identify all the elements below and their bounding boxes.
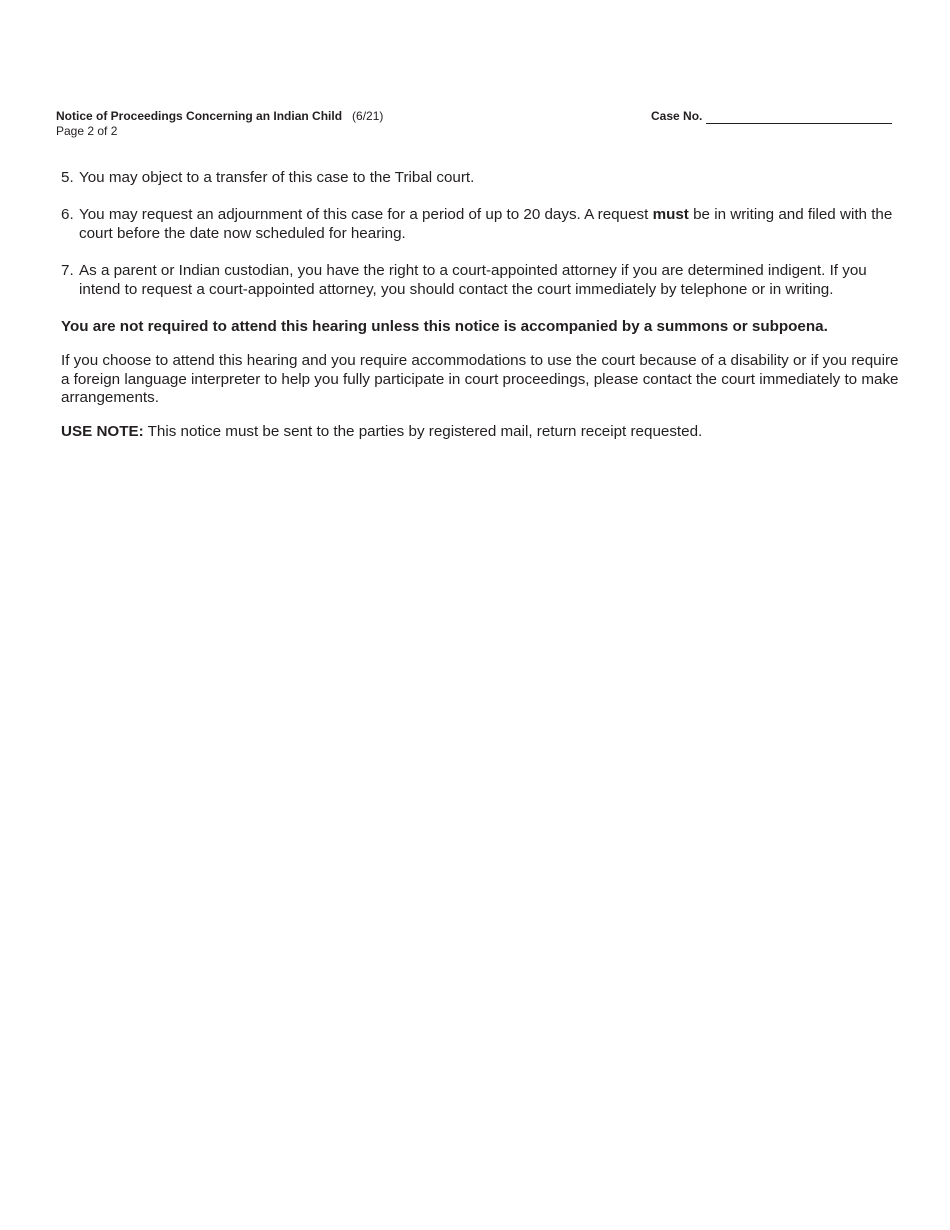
item-text [79,206,901,243]
rights-list [61,169,901,300]
form-revision: (6/21) [352,109,384,123]
list-item [61,169,901,188]
page-number: Page 2 of 2 [56,124,118,138]
use-note-label: USE NOTE: [61,423,144,441]
notice-body [61,169,901,457]
form-header [56,109,383,139]
use-note [61,423,901,442]
item-text: You may object to a transfer of this case to the Tribal court. [79,169,475,186]
attendance-notice: You are not required to attend this hearing unless this notice is accompanied by a summons or subpoena. [61,318,828,336]
case-number-field [651,109,892,124]
item-text-before: You may request an adjournment of this case for a period of up to 20 days. A request [79,206,653,224]
item-text-bold: must [652,206,689,224]
accommodations-paragraph: If you choose to attend this hearing and you require accommodations to use the court because of a disability or if you require a foreign language interpreter to help you fully participate in court proceedings, please contact the court immediately to make arrangements. [61,352,899,407]
item-text-after: be in writing and filed with the court before the date now scheduled for hearing. [79,206,893,242]
case-no-label: Case No. [651,109,703,123]
item-text: As a parent or Indian custodian, you have the right to a court-appointed attorney if you are determined indigent. If you intend to request a court-appointed attorney, you should contact the court immediately by telephone or in writing. [79,262,867,298]
list-item [61,206,901,243]
use-note-text: This notice must be sent to the parties by registered mail, return receipt requested. [143,423,703,441]
item-number: 6. [61,206,74,224]
case-no-blank[interactable] [706,112,892,124]
form-title: Notice of Proceedings Concerning an Indian Child [56,109,343,123]
item-number: 7. [61,262,74,280]
form-title-line [56,109,383,124]
item-number: 5. [61,169,74,186]
list-item [61,262,901,299]
